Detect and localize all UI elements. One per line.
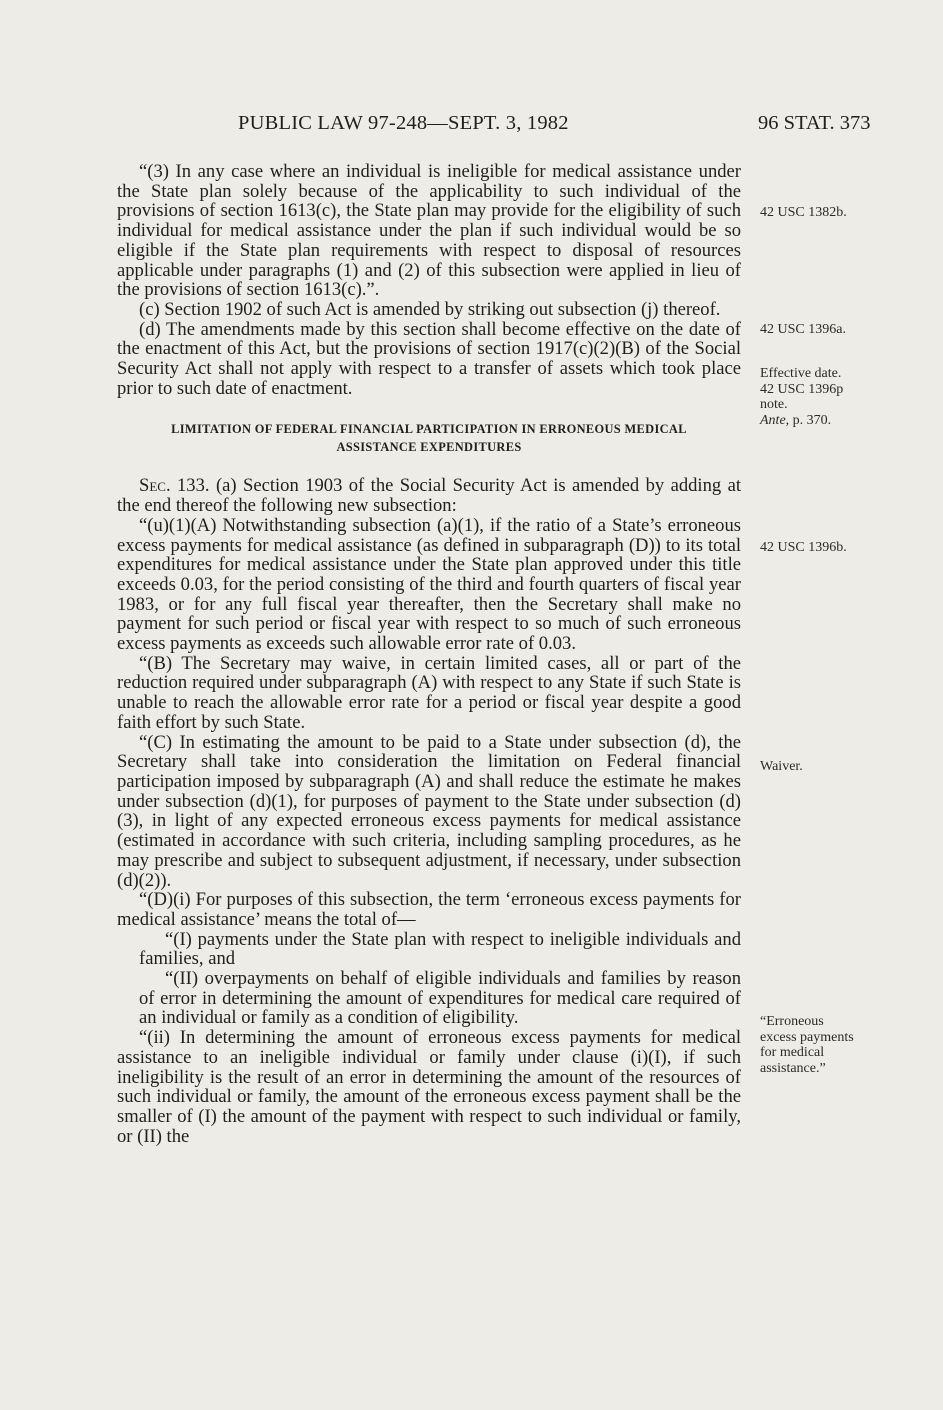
paragraph-u-1-a: “(u)(1)(A) Notwithstanding subsection (a)(1), if the ratio of a State’s erroneous excess payments for medical assistance (as defined in subparagraph (D)) to its total expenditures for medical assistance under the State plan approved under this title exceeds 0.03, for the period consisting of the third and fourth quarters of fiscal year 1983, or for any full fiscal year thereafter, then the Secretary shall make no payment for such period or fiscal year with respect to so much of such erroneous excess payments as exceeds such allowable error rate of 0.03. <box>117 514 741 655</box>
section-label: Sec. <box>139 475 171 497</box>
paragraph-c-estimate: “(C) In estimating the amount to be paid to a State under subsection (d), the Secretary shall take into consideration the limitation on Federal financial participation imposed by subparagraph (A) and shall reduce the estimate he makes under subsection (d)(1), for purposes of payment to the State under subsection (d)(3), in light of any expected erroneous excess payments for medical assistance (estimated in accordance with such criteria, including sampling procedures, as he may prescribe and subject to subsequent adjustment, if necessary, under subsection (d)(2)). <box>117 731 741 891</box>
section-133-intro <box>117 476 741 515</box>
margin-note-ante <box>760 413 870 429</box>
paragraph-d-ii: “(ii) In determining the amount of erroneous excess payments for medical assistance to an ineligible individual or family under clause (i)(I), if such ineligibility is the result of an error in determining the amount of the resources of such individual or family, the amount of the erroneous excess payment shall be the smaller of (I) the amount of the payment with respect to such individual or family, or (II) the <box>117 1027 741 1147</box>
header-stat-page: 96 STAT. 373 <box>758 112 871 134</box>
margin-note-usc-1396a: 42 USC 1396a. <box>760 322 846 337</box>
margin-note-note: note. <box>760 397 788 412</box>
paragraph-d: (d) The amendments made by this section shall become effective on the date of the enactment of this Act, but the provisions of section 1917(c)(2)(B) of the Social Security Act shall not apply with respect to a transfer of assets which took place prior to such date of enactment. <box>117 318 741 399</box>
paragraph-d-i: “(D)(i) For purposes of this subsection, the term ‘erroneous excess payments for medical assistance’ means the total of— <box>117 889 741 930</box>
margin-note-usc-1396b: 42 USC 1396b. <box>760 540 847 555</box>
margin-note-erroneous-definition: “Erroneous excess payments for medical assistance.” <box>760 1014 854 1076</box>
clause-ii-text: “(II) overpayments on behalf of eligible individuals and families by reason of error in determining the amount of expenditures for medical care required of an individual or family as a condition of eligibility. <box>139 968 741 1029</box>
margin-note-ante-label: Ante, <box>760 412 790 428</box>
clause-ii <box>117 969 741 1028</box>
clause-i <box>117 930 741 969</box>
margin-note-effective-label: Effective date. <box>760 366 842 381</box>
paragraph-3: “(3) In any case where an individual is ineligible for medical assistance under the State plan solely because of the applicability to such individual of the provisions of section 1613(c), the State plan may provide for the eligibility of such individual for medical assistance under the plan if such individual would be so eligible if the State plan requirements with respect to disposal of resources applicable under paragraphs (1) and (2) of this subsection were applied in lieu of the provisions of section 1613(c).”. <box>117 161 741 301</box>
page-header <box>0 112 943 142</box>
margin-note-usc-1396p: 42 USC 1396p <box>760 381 844 397</box>
paragraph-c: (c) Section 1902 of such Act is amended by striking out subsection (j) thereof. <box>139 298 721 320</box>
margin-note-effective-date <box>760 366 870 428</box>
clause-i-text: “(I) payments under the State plan with respect to ineligible individuals and families, and <box>139 928 741 970</box>
margin-note-ante-page: p. 370. <box>789 412 832 428</box>
margin-note-waiver: Waiver. <box>760 759 803 774</box>
statute-body <box>117 162 741 1146</box>
section-heading: LIMITATION OF FEDERAL FINANCIAL PARTICIPATION IN ERRONEOUS MEDICAL ASSISTANCE EXPENDITURES <box>171 422 687 455</box>
header-title: PUBLIC LAW 97-248—SEPT. 3, 1982 <box>238 112 569 134</box>
section-133-text: 133. (a) Section 1903 of the Social Security Act is amended by adding at the end thereof the following new subsection: <box>117 475 741 517</box>
margin-note-usc-1382b: 42 USC 1382b. <box>760 205 847 220</box>
paragraph-b: “(B) The Secretary may waive, in certain limited cases, all or part of the reduction required under subparagraph (A) with respect to any State if such State is unable to reach the allowable error rate for a period or fiscal year despite a good faith effort by such State. <box>117 652 741 733</box>
